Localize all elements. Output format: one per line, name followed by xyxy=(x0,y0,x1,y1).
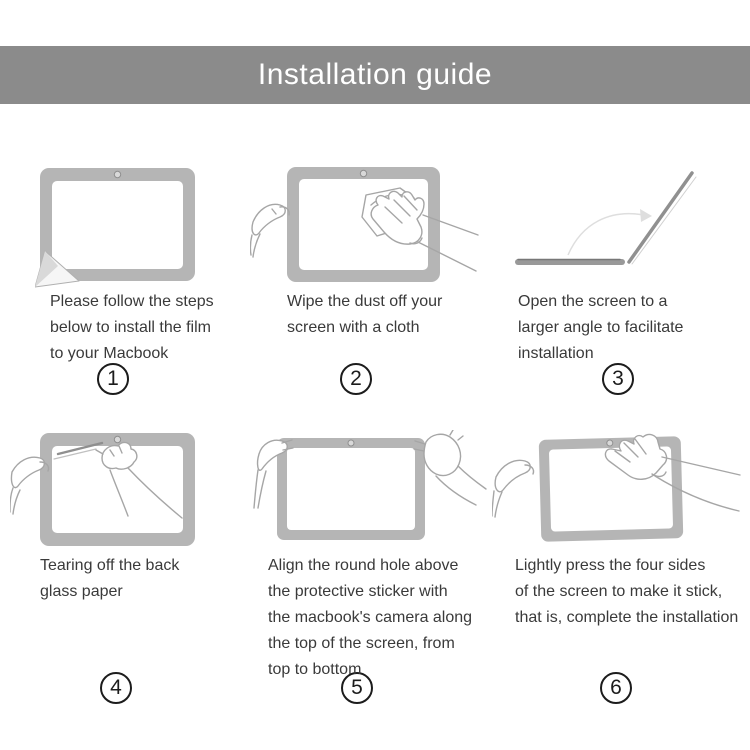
laptop-lid-icon xyxy=(629,173,692,262)
step-4-number-badge: 4 xyxy=(100,672,132,704)
step-2 xyxy=(250,165,490,397)
caption-line: Tearing off the back xyxy=(40,557,180,574)
step-3 xyxy=(490,165,750,397)
camera-dot-icon xyxy=(114,171,120,177)
caption-line: that is, complete the installation xyxy=(515,609,739,626)
step-4 xyxy=(0,430,250,706)
step-2-number-badge: 2 xyxy=(340,363,372,395)
page-title: Installation guide xyxy=(257,58,493,91)
caption-line: glass paper xyxy=(40,583,123,600)
caption-line: Please follow the steps xyxy=(50,293,214,310)
caption-line: the top of the screen, from xyxy=(268,635,455,652)
caption-line: to your Macbook xyxy=(50,345,169,362)
holding-hand-icon xyxy=(250,204,289,257)
caption-line: installation xyxy=(518,345,594,362)
step-3-illustration xyxy=(490,165,750,289)
step-5-illustration xyxy=(250,430,490,553)
step-1-number-badge: 1 xyxy=(97,363,129,395)
step-1-illustration xyxy=(0,165,250,289)
step-4-illustration xyxy=(0,430,250,553)
holding-hand-icon xyxy=(492,460,534,517)
step-1-caption xyxy=(0,289,250,363)
step-5 xyxy=(250,430,490,706)
caption-line: the protective sticker with xyxy=(268,583,448,600)
step-5-number-badge: 5 xyxy=(341,672,373,704)
step-1 xyxy=(0,165,250,397)
step-6 xyxy=(490,430,750,706)
step-2-caption xyxy=(250,289,490,363)
caption-line: Open the screen to a xyxy=(518,293,668,310)
camera-dot-icon xyxy=(607,440,613,446)
caption-line: Lightly press the four sides xyxy=(515,557,706,574)
press-screen-edges-icon xyxy=(492,430,742,553)
step-6-illustration xyxy=(490,430,750,553)
step-3-number-badge: 3 xyxy=(602,363,634,395)
caption-line: the macbook's camera along xyxy=(268,609,473,626)
caption-line: Align the round hole above xyxy=(268,557,459,574)
step-3-caption xyxy=(490,289,750,363)
caption-line: larger angle to facilitate xyxy=(518,319,684,336)
caption-line: below to install the film xyxy=(50,319,211,336)
caption-line: Wipe the dust off your xyxy=(287,293,443,310)
open-direction-arrow-icon xyxy=(568,214,644,255)
wipe-screen-with-cloth-icon xyxy=(250,165,480,289)
camera-dot-icon xyxy=(114,436,120,442)
step-2-illustration xyxy=(250,165,490,289)
step-5-caption xyxy=(250,553,490,678)
step-6-number-badge: 6 xyxy=(600,672,632,704)
screen-with-peeled-film-corner-icon xyxy=(35,165,205,289)
header-bar xyxy=(0,46,750,104)
align-film-top-corners-icon xyxy=(253,430,488,553)
caption-line: top to bottom xyxy=(268,661,362,678)
open-laptop-icon xyxy=(510,163,740,287)
caption-line: screen with a cloth xyxy=(287,319,420,336)
step-4-caption xyxy=(0,553,250,672)
step-6-caption xyxy=(490,553,750,672)
tearing-back-paper-icon xyxy=(10,430,240,553)
camera-dot-icon xyxy=(348,440,354,446)
camera-dot-icon xyxy=(360,170,366,176)
caption-line: of the screen to make it stick, xyxy=(515,583,723,600)
